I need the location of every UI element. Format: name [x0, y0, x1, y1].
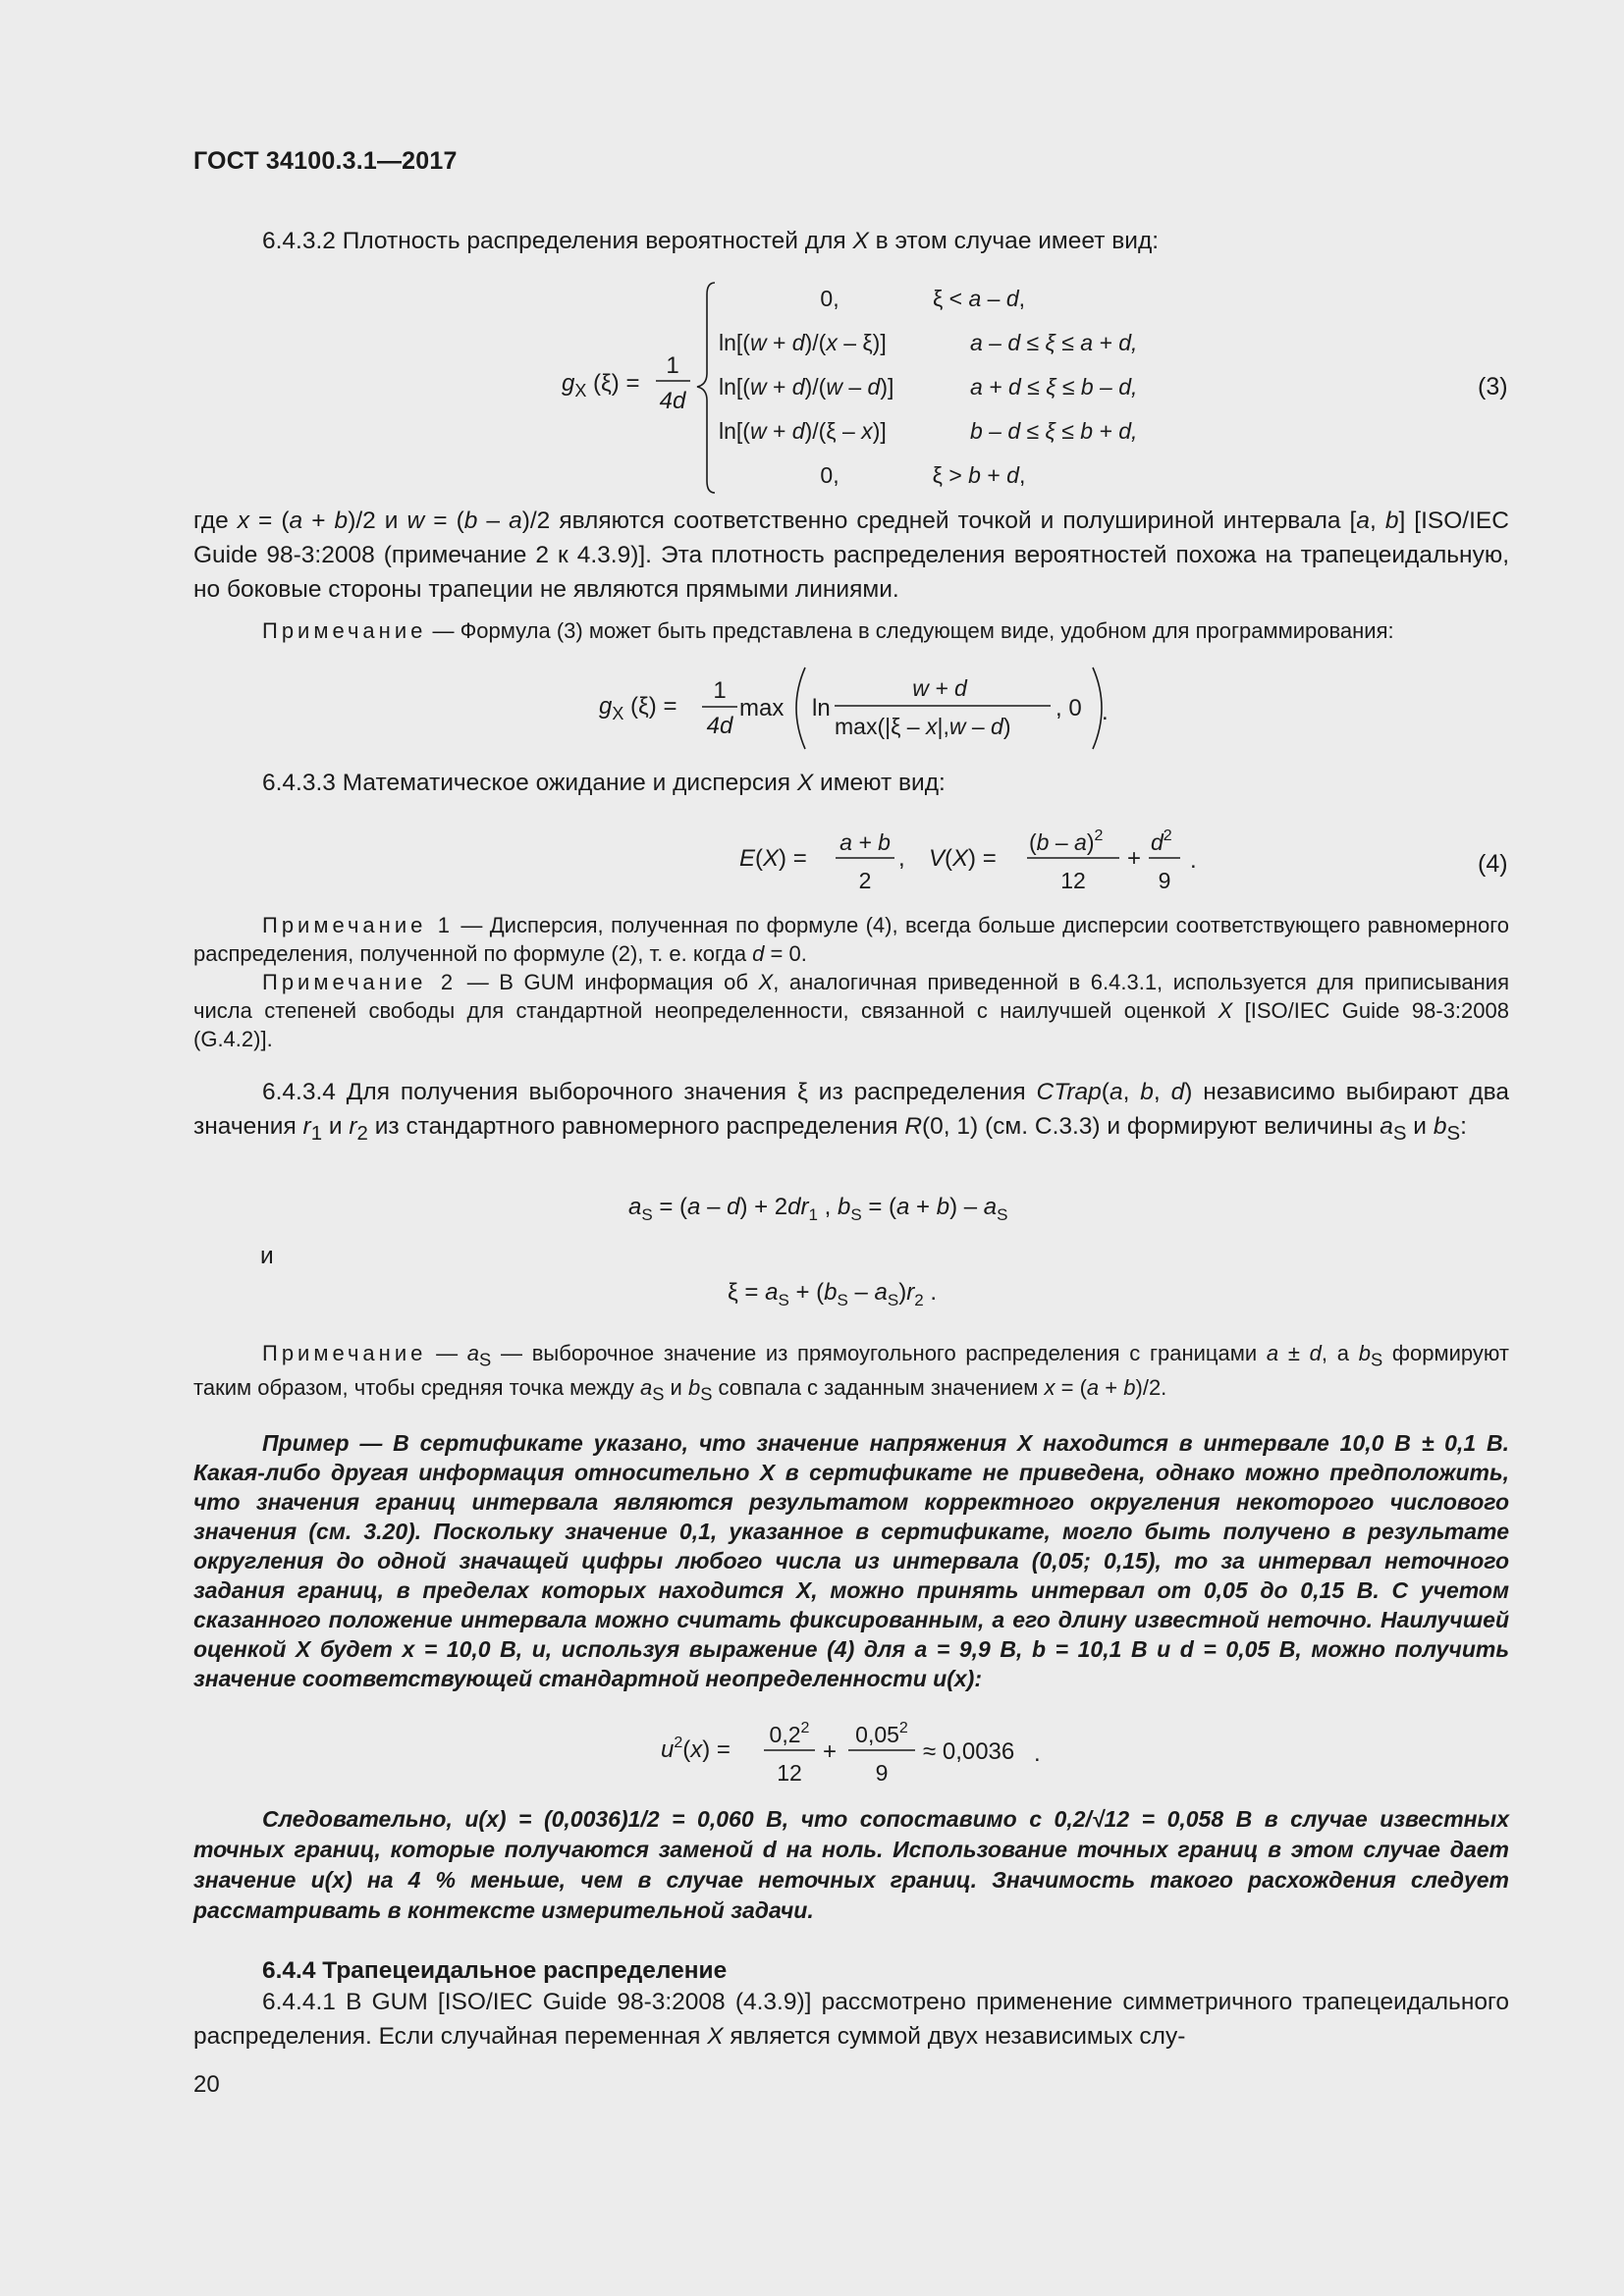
svg-text:ln[(w + d)/(w – d)]: ln[(w + d)/(w – d)]	[719, 374, 894, 400]
svg-text:max: max	[739, 695, 785, 721]
equation-3-number: (3)	[1478, 373, 1508, 400]
example-paragraph: Пример — В сертификате указано, что значение напряжения X находится в интервале 10,0 В ± 0,1 В. Какая-либо другая информация относительно X в сертификате не приведена, однако можно предположить, что значения границ интервала являются результатом корректного округления некоторого числового значения (см. 3.20). Поскольку значение 0,1, указанное в сертификате, могло быть получено в результате округления до одной значащей цифры любого числа из интервала (0,05; 0,15), то за интервал неточного задания границ, в пределах которых находится X, можно принять интервал от 0,05 до 0,15 В. С учетом сказанного положение интервала можно считать фиксированным, а его длину известной неточно. Наилучшей оценкой X будет x = 10,0 В, и, используя выражение (4) для a = 9,9 В, b = 10,1 В и d = 0,05 В, можно получить значение соответствующей стандартной неопределенности u(x):	[193, 1430, 1509, 1691]
svg-text:gX (ξ) =: $g_X$ (ξ) =	[562, 370, 640, 400]
svg-text:b – d ≤ ξ ≤ b + d,: b – d ≤ ξ ≤ b + d,	[970, 418, 1138, 444]
svg-text:d2: $d^2$	[1151, 828, 1172, 855]
conclusion-paragraph: Следовательно, u(x) = (0,0036)1/2 = 0,060 В, что сопоставимо с 0,2/√12 = 0,058 В в случае известных точных границ, которые получаются заменой d на ноль. Использование точных границ в этом случае дает значение u(x) на 4 % меньше, чем в случае неточных границ. Значимость такого расхождения следует рассматривать в контексте измерительной задачи.	[193, 1806, 1509, 1923]
svg-text:9: 9	[875, 1760, 889, 1786]
document-header: ГОСТ 34100.3.1—2017	[193, 147, 458, 175]
svg-text:≈ 0,0036: ≈ 0,0036	[923, 1738, 1015, 1765]
svg-text:4d: 4d	[706, 713, 733, 739]
svg-text:12: 12	[777, 1760, 802, 1786]
svg-text:0,: 0,	[820, 462, 839, 488]
svg-text:a + d ≤ ξ ≤ b – d,: a + d ≤ ξ ≤ b – d,	[970, 374, 1138, 400]
svg-text:V(X) =: V(X) =	[929, 845, 997, 872]
svg-text:aS = (a – d) + 2dr1 , bS = (: $a_S = (a - d) + 2dr_1$ , $b_S = (a + b) - a_S$	[628, 1194, 1008, 1224]
svg-text:+: +	[823, 1738, 838, 1765]
svg-text:.: .	[1190, 847, 1197, 874]
svg-text:u2(x) =: $u^2(x)$ =	[661, 1735, 731, 1763]
svg-text:ln: ln	[812, 695, 831, 721]
note-2: Примечание 2 — В GUM информация об X, аналогичная приведенной в 6.4.3.1, используется для приписывания числа степеней свободы для стандартной неопределенности, связанной с наилучшей оценкой X [ISO/IEC Guide 98-3:2008 (G.4.2)].	[193, 970, 1510, 1051]
paragraph-6-4-3-4: 6.4.3.4 Для получения выборочного значения ξ из распределения CTrap(a, b, d) независимо выбирают два значения $r_1$ и $r_2$ из стандартного равномерного распределения R(0, 1) (см. С.3.3) и формируют величины $a_S$ и $b_S$:	[193, 1079, 1509, 1145]
svg-text:a + b: a + b	[839, 829, 891, 855]
svg-text:ξ < a – d,: ξ < a – d,	[932, 286, 1026, 311]
equation-as-bs	[623, 1183, 1095, 1232]
svg-text:1: 1	[713, 677, 727, 704]
equation-note	[594, 663, 1144, 761]
paragraph-where: где x = (a + b)/2 и w = (b – a)/2 являются соответственно средней точкой и полушириной интервала [a, b] [ISO/IEC Guide 98-3:2008 (примечание 2 к 4.3.9)]. Эта плотность распределения вероятностей похожа на трапецеидальную, но боковые стороны трапеции не являются прямыми линиями.	[193, 507, 1509, 603]
paragraph-6-4-4-1: 6.4.4.1 В GUM [ISO/IEC Guide 98-3:2008 (4.3.9)] рассмотрено применение симметричного трапецеидального распределения. Если случайная переменная X является суммой двух независимых слу-	[193, 1989, 1509, 2050]
svg-text:4d: 4d	[659, 388, 686, 414]
svg-text:0,22: $0,2^2$	[769, 1720, 810, 1747]
svg-text:2: 2	[858, 868, 872, 893]
equation-3	[550, 275, 1198, 501]
page-number: 20	[193, 2071, 220, 2098]
svg-text:.: .	[1102, 699, 1109, 725]
svg-text:0,: 0,	[820, 286, 839, 311]
svg-text:gX (ξ) =: $g_X$ (ξ) =	[599, 693, 677, 723]
paragraph-6-4-3-2: 6.4.3.2 Плотность распределения вероятностей для X в этом случае имеет вид:	[262, 228, 1160, 254]
svg-text:,: ,	[898, 845, 905, 872]
paragraph-6-4-3-3: 6.4.3.3 Математическое ожидание и дисперсия X имеют вид:	[262, 770, 946, 796]
equation-4-number: (4)	[1478, 850, 1508, 878]
svg-text:w + d: w + d	[912, 675, 967, 701]
equation-xi	[725, 1268, 1019, 1317]
svg-text:(b – a)2: (b – a)$^2$	[1029, 828, 1104, 855]
svg-text:.: .	[1034, 1740, 1041, 1767]
svg-text:9: 9	[1158, 868, 1171, 893]
svg-text:ln[(w + d)/(ξ – x)]: ln[(w + d)/(ξ – x)]	[719, 418, 887, 444]
equation-4	[736, 815, 1227, 903]
svg-text:max(|ξ – x|,w – d): max(|ξ – x|,w – d)	[835, 714, 1011, 739]
word-and: и	[260, 1243, 274, 1269]
svg-text:a – d ≤ ξ ≤ a + d,: a – d ≤ ξ ≤ a + d,	[970, 330, 1138, 355]
svg-text:0,052: 0,05$^2$	[855, 1720, 908, 1747]
section-heading-6-4-4: 6.4.4 Трапецеидальное распределение	[262, 1957, 728, 1984]
equation-u2	[658, 1708, 1051, 1796]
note-formula-3: Примечание — Формула (3) может быть представлена в следующем виде, удобном для программирования:	[262, 618, 1394, 643]
svg-text:ξ = aS + (bS – aS)r2 .: $\xi = a_S + (b_S - a_S)r_2$ .	[728, 1279, 938, 1309]
svg-text:, 0: , 0	[1056, 695, 1082, 721]
svg-text:+: +	[1127, 845, 1142, 872]
svg-text:ln[(w + d)/(x – ξ)]: ln[(w + d)/(x – ξ)]	[719, 330, 887, 355]
svg-text:1: 1	[666, 352, 679, 379]
svg-text:E(X) =: E(X) =	[739, 845, 807, 872]
note-1: Примечание 1 — Дисперсия, полученная по формуле (4), всегда больше дисперсии соответствующего равномерного распределения, полученной по формуле (2), т. е. когда d = 0.	[193, 913, 1510, 966]
svg-text:ξ > b + d,: ξ > b + d,	[932, 462, 1026, 488]
note-3: Примечание — $a_S$ — выборочное значение из прямоугольного распределения с границами a ± d, а $b_S$ формируют таким образом, чтобы средняя точка между $a_S$ и $b_S$ совпала с заданным значением x = (a + b)/2.	[193, 1341, 1509, 1405]
svg-text:12: 12	[1060, 868, 1086, 893]
